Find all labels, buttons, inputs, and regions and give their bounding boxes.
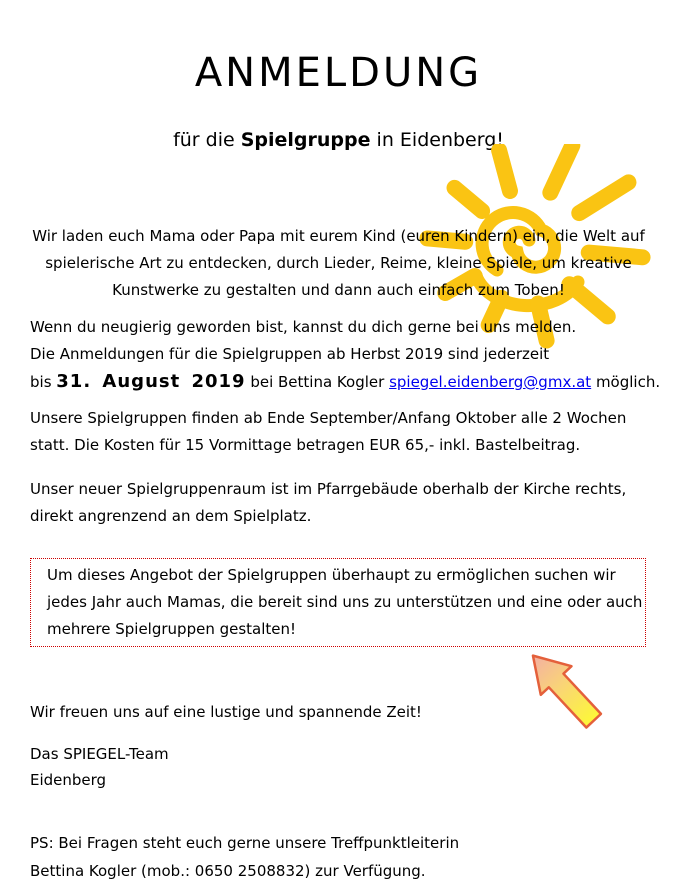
page-title: ANMELDUNG — [194, 50, 483, 96]
deadline-suffix: möglich. — [591, 373, 661, 391]
deadline-middle: bei Bettina Kogler — [245, 373, 390, 391]
intro-line: spielerische Art zu entdecken, durch Lieder, Reime, kleine Spiele, um kreative — [45, 254, 632, 272]
location-line: direkt angrenzend an dem Spielplatz. — [30, 507, 312, 525]
arrow-up-left-icon — [518, 644, 613, 739]
intro-line: Kunstwerke zu gestalten und dann auch einfach zum Toben! — [112, 281, 565, 299]
contact-line: Wenn du neugierig geworden bist, kannst du dich gerne bei uns melden. — [30, 318, 577, 336]
deadline-prefix: bis — [30, 373, 57, 391]
deadline-date: 31. August 2019 — [56, 371, 246, 392]
schedule-paragraph — [30, 405, 626, 459]
intro-line: Wir laden euch Mama oder Papa mit eurem Kind (euren Kindern) ein, die Welt auf — [32, 227, 645, 245]
signature-place: Eidenberg — [30, 771, 107, 789]
ps-line: Bettina Kogler (mob.: 0650 2508832) zur Verfügung. — [30, 862, 426, 880]
infobox-line: mehrere Spielgruppen gestalten! — [47, 620, 297, 638]
location-paragraph — [30, 476, 626, 530]
location-line: Unser neuer Spielgruppenraum ist im Pfarrgebäude oberhalb der Kirche rechts, — [30, 480, 627, 498]
ps-line: PS: Bei Fragen steht euch gerne unsere Treffpunktleiterin — [30, 834, 460, 852]
signature-block — [30, 741, 169, 793]
schedule-line: Unsere Spielgruppen finden ab Ende September/Anfang Oktober alle 2 Wochen — [30, 409, 627, 427]
ps-note — [30, 829, 459, 881]
subtitle-suffix: in Eidenberg! — [370, 129, 504, 151]
email-link[interactable]: spiegel.eidenberg@gmx.at — [389, 373, 592, 391]
closing-line: Wir freuen uns auf eine lustige und spannende Zeit! — [30, 703, 422, 721]
intro-paragraph — [0, 223, 677, 304]
volunteer-info-box — [30, 558, 646, 647]
subtitle-prefix: für die — [173, 129, 241, 151]
infobox-line: Um dieses Angebot der Spielgruppen überhaupt zu ermöglichen suchen wir — [47, 566, 616, 584]
signature-team: Das SPIEGEL-Team — [30, 745, 169, 763]
subtitle-highlight: Spielgruppe — [240, 129, 371, 151]
contact-line — [30, 368, 660, 396]
schedule-line: statt. Die Kosten für 15 Vormittage betragen EUR 65,- inkl. Bastelbeitrag. — [30, 436, 581, 454]
contact-line: Die Anmeldungen für die Spielgruppen ab Herbst 2019 sind jederzeit — [30, 345, 550, 363]
infobox-line: jedes Jahr auch Mamas, die bereit sind uns zu unterstützen und eine oder auch — [47, 593, 643, 611]
contact-paragraph — [30, 314, 660, 396]
